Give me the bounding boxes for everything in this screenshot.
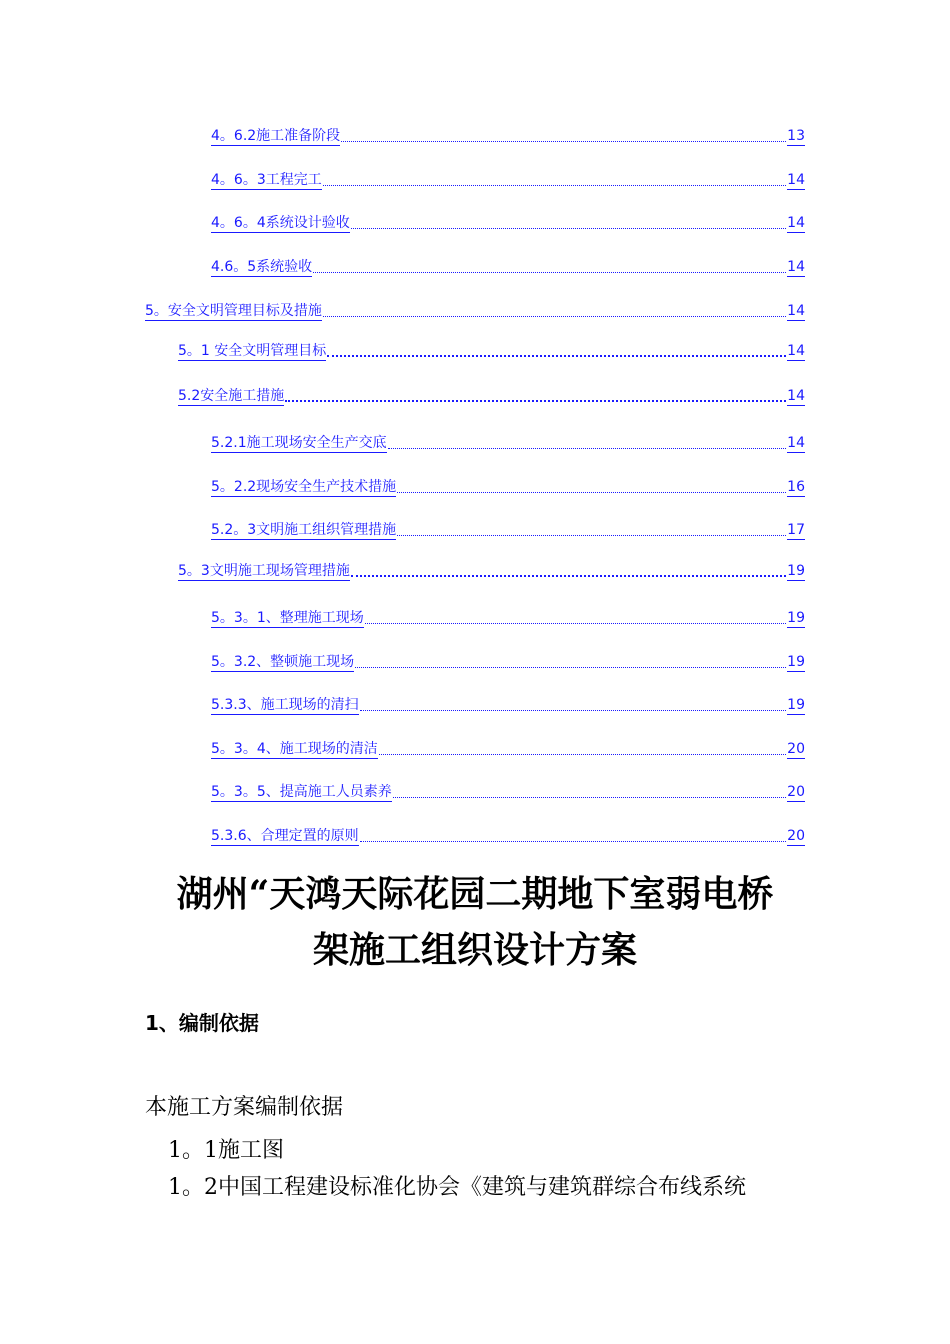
toc-entry[interactable]	[178, 562, 805, 581]
toc-entry-page: 20	[787, 828, 805, 844]
toc-entry-label: 5.3.3、施工现场的清扫	[211, 697, 359, 713]
toc-entry[interactable]	[145, 302, 805, 321]
toc-entry[interactable]	[178, 387, 805, 406]
toc-leader	[285, 399, 786, 402]
body-paragraph: 本施工方案编制依据	[145, 1095, 344, 1120]
toc-entry[interactable]	[178, 342, 805, 361]
toc-entry-label: 5.2。3文明施工组织管理措施	[211, 522, 397, 538]
body-paragraph: 1。2中国工程建设标准化协会《建筑与建筑群综合布线系统	[168, 1175, 746, 1200]
toc-entry[interactable]	[211, 258, 805, 277]
toc-entry-label: 5。1 安全文明管理目标	[178, 343, 327, 359]
toc-entry-label: 5。3。5、提高施工人员素养	[211, 784, 392, 800]
toc-entry-label: 5。3.2、整顿施工现场	[211, 654, 355, 670]
toc-entry[interactable]	[211, 214, 805, 233]
toc-leader	[341, 140, 786, 142]
toc-entry-page: 14	[787, 215, 805, 231]
document-title-line2: 架施工组织设计方案	[312, 929, 637, 971]
toc-entry-page: 19	[787, 697, 805, 713]
toc-leader	[379, 753, 786, 755]
toc-entry-page: 20	[787, 784, 805, 800]
toc-entry-page: 14	[787, 343, 805, 359]
toc-leader	[365, 622, 786, 624]
toc-entry-page: 14	[787, 303, 805, 319]
toc-entry-label: 4。6.2施工准备阶段	[211, 128, 341, 144]
toc-leader	[313, 271, 786, 273]
toc-entry-label: 5.2安全施工措施	[178, 388, 285, 404]
toc-entry-page: 16	[787, 479, 805, 495]
toc-leader	[355, 666, 786, 668]
toc-entry-page: 19	[787, 654, 805, 670]
toc-entry-label: 4。6。4系统设计验收	[211, 215, 350, 231]
toc-entry-page: 14	[787, 259, 805, 275]
toc-leader	[388, 447, 787, 449]
toc-entry-page: 19	[787, 610, 805, 626]
toc-leader	[397, 491, 786, 493]
document-title-line1: 湖州“天鸿天际花园二期地下室弱电桥	[176, 873, 774, 915]
toc-entry[interactable]	[211, 434, 805, 453]
toc-entry[interactable]	[211, 653, 805, 672]
toc-entry[interactable]	[211, 740, 805, 759]
toc-leader	[360, 840, 787, 842]
toc-entry[interactable]	[211, 783, 805, 802]
toc-entry[interactable]	[211, 696, 805, 715]
toc-leader	[323, 315, 786, 317]
toc-entry-page: 14	[787, 172, 805, 188]
toc-leader	[323, 184, 786, 186]
toc-entry-page: 19	[787, 563, 805, 579]
toc-entry[interactable]	[211, 171, 805, 190]
toc-entry-page: 17	[787, 522, 805, 538]
toc-entry-label: 5。3。1、整理施工现场	[211, 610, 364, 626]
toc-entry-page: 13	[787, 128, 805, 144]
toc-leader	[351, 227, 786, 229]
toc-entry-page: 20	[787, 741, 805, 757]
toc-entry-label: 5。3文明施工现场管理措施	[178, 563, 350, 579]
toc-entry-label: 5。3。4、施工现场的清洁	[211, 741, 378, 757]
toc-entry[interactable]	[211, 521, 805, 540]
toc-entry[interactable]	[211, 827, 805, 846]
toc-entry-label: 5.3.6、合理定置的原则	[211, 828, 359, 844]
toc-entry-label: 5.2.1施工现场安全生产交底	[211, 435, 387, 451]
toc-entry-page: 14	[787, 435, 805, 451]
toc-leader	[327, 354, 786, 357]
toc-entry[interactable]	[211, 609, 805, 628]
toc-leader	[393, 796, 786, 798]
toc-entry-label: 4.6。5系统验收	[211, 259, 313, 275]
toc-entry-label: 5。安全文明管理目标及措施	[145, 303, 322, 319]
toc-leader	[360, 709, 787, 711]
toc-leader	[397, 534, 786, 536]
toc-entry-page: 14	[787, 388, 805, 404]
body-paragraph: 1。1施工图	[168, 1138, 284, 1163]
toc-entry[interactable]	[211, 127, 805, 146]
toc-leader	[351, 574, 786, 577]
toc-entry-label: 5。2.2现场安全生产技术措施	[211, 479, 397, 495]
section-heading: 1、编制依据	[145, 1011, 259, 1035]
toc-entry[interactable]	[211, 478, 805, 497]
toc-entry-label: 4。6。3工程完工	[211, 172, 322, 188]
